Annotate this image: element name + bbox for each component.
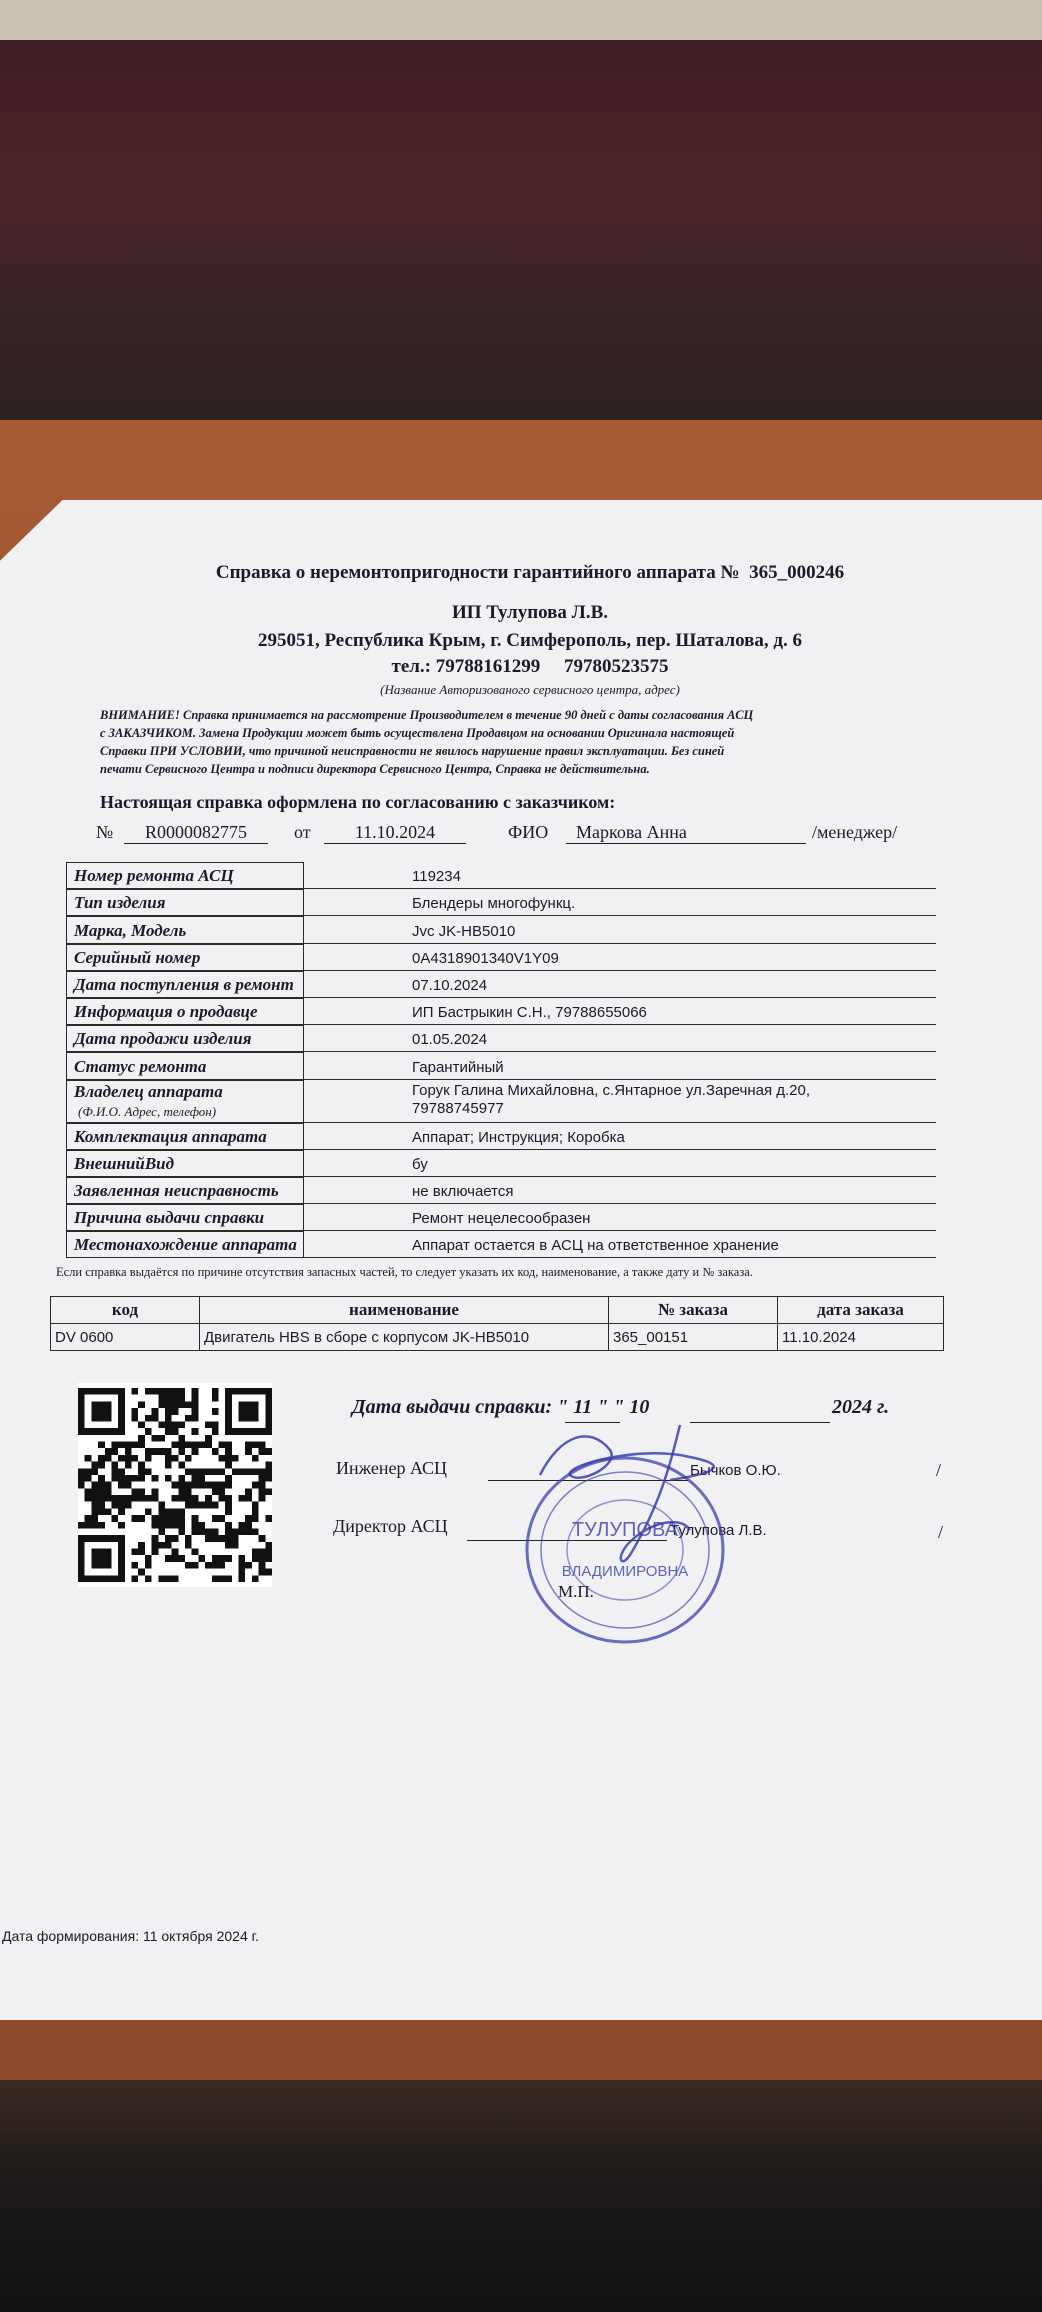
field-value: 119234	[412, 868, 461, 886]
field-label: Марка, Модель	[74, 920, 187, 940]
document-title	[100, 562, 960, 584]
field-value: 07.10.2024	[412, 976, 488, 994]
stamp-text-1: ТУЛУПОВА	[571, 1519, 679, 1541]
field-sublabel: (Ф.И.О. Адрес, телефон)	[78, 1103, 217, 1119]
engineer-slash: /	[936, 1460, 942, 1480]
field-label: Владелец аппарата	[74, 1081, 223, 1101]
tel-label: тел.:	[391, 656, 431, 677]
ref-no-label: №	[96, 822, 114, 842]
qr-code	[78, 1383, 272, 1587]
signature-engineer	[520, 1405, 760, 1595]
fio-role: /менеджер/	[812, 822, 898, 842]
field-value: Аппарат остается в АСЦ на ответственное хранение	[412, 1237, 779, 1255]
field-label: Информация о продавце	[74, 1002, 258, 1022]
field-value: Блендеры многофункц.	[412, 895, 576, 913]
ref-date: 11.10.2024	[324, 822, 466, 844]
reference-line	[96, 822, 926, 852]
director-slash: /	[938, 1522, 944, 1542]
table-cell: 11.10.2024	[778, 1324, 944, 1351]
field-row	[66, 944, 936, 971]
warning-block	[100, 706, 900, 778]
issue-date-label: Дата выдачи справки:	[352, 1396, 553, 1418]
field-row-owner	[66, 1080, 936, 1123]
col-header: наименование	[200, 1297, 609, 1324]
field-value: 0A4318901340V1Y09	[412, 949, 559, 967]
org-name: ИП Тулупова Л.В.	[451, 602, 609, 623]
fio-value: Маркова Анна	[566, 822, 806, 844]
ref-no: R0000082775	[124, 822, 268, 844]
warning-line: с ЗАКАЗЧИКОМ. Замена Продукции может быть осуществлена Продавцом на основании Оригинала настоящей	[100, 726, 735, 740]
tel-2: 79780523575	[564, 656, 669, 677]
fields-table	[66, 862, 936, 1258]
issue-month: " 10	[613, 1396, 650, 1418]
field-value: бу	[412, 1155, 428, 1173]
field-label: Комплектация аппарата	[74, 1126, 267, 1146]
table-cell: Двигатель HBS в сборе с корпусом JK-HB5010	[200, 1324, 609, 1351]
field-value-owner	[412, 1082, 810, 1118]
field-row	[66, 889, 936, 916]
stamp-text-2: ВЛАДИМИРОВНА	[561, 1563, 689, 1580]
field-row	[66, 862, 936, 889]
field-row	[66, 971, 936, 998]
issue-year	[832, 1396, 889, 1419]
date-formed: Дата формирования: 11 октября 2024 г.	[2, 1928, 259, 1944]
field-value: Гарантийный	[412, 1058, 504, 1076]
field-label: Дата продажи изделия	[74, 1029, 252, 1049]
owner-line-1: Горук Галина Михайловна, с.Янтарное ул.Заречная д.20,	[412, 1081, 811, 1099]
footnote: Если справка выдаётся по причине отсутствия запасных частей, то следует указать их код, наименование, а также дату и № заказа.	[56, 1265, 753, 1279]
parts-table	[50, 1296, 944, 1351]
field-value: Аппарат; Инструкция; Коробка	[412, 1128, 625, 1146]
director-label: Директор АСЦ	[333, 1516, 448, 1536]
field-row	[66, 1025, 936, 1052]
org-phones	[100, 656, 960, 678]
field-row	[66, 1177, 936, 1204]
field-label: Местонахождение аппарата	[74, 1235, 297, 1255]
title-text: Справка о неремонтопригодности гарантийного аппарата №	[215, 562, 740, 583]
qr-code-image	[78, 1383, 272, 1587]
parts-header-row	[51, 1297, 944, 1324]
warning-line: ВНИМАНИЕ! Справка принимается на рассмотрение Производителем в течение 90 дней с даты согласования АСЦ	[100, 708, 754, 722]
field-row	[66, 1150, 936, 1177]
mp-label: М.П.	[558, 1582, 594, 1601]
field-label: Заявленная неисправность	[74, 1181, 279, 1201]
col-header: № заказа	[609, 1297, 778, 1324]
field-value: не включается	[412, 1183, 514, 1201]
table-cell: 365_00151	[609, 1324, 778, 1351]
engineer-label: Инженер АСЦ	[336, 1458, 448, 1478]
col-header: дата заказа	[778, 1297, 944, 1324]
field-value: Jvc JK-HB5010	[412, 922, 516, 940]
field-row	[66, 1052, 936, 1079]
table-cell: DV 0600	[51, 1324, 200, 1351]
field-label: Причина выдачи справки	[74, 1208, 265, 1228]
document-number: 365_000246	[749, 562, 845, 583]
owner-line-2: 79788745977	[412, 1099, 504, 1117]
agreement-text: Настоящая справка оформлена по согласованию с заказчиком:	[100, 792, 616, 812]
ref-from-label: от	[294, 822, 311, 842]
field-label: Статус ремонта	[74, 1056, 207, 1076]
issue-day: " 11 "	[557, 1396, 609, 1418]
field-row	[66, 998, 936, 1025]
col-header: код	[51, 1297, 200, 1324]
field-row	[66, 1231, 936, 1258]
field-label: Дата поступления в ремонт	[74, 974, 294, 994]
engineer-name: Бычков О.Ю.	[690, 1462, 781, 1479]
field-row	[66, 1123, 936, 1150]
table-row	[51, 1324, 944, 1351]
field-value: 01.05.2024	[412, 1031, 488, 1049]
fio-label: ФИО	[508, 822, 549, 842]
warning-line: печати Сервисного Центра и подписи директора Сервисного Центра, Справка не действительна.	[100, 762, 650, 776]
field-row	[66, 916, 936, 943]
tel-1: 79788161299	[435, 656, 541, 677]
field-label: ВнешнийВид	[74, 1153, 175, 1173]
field-label: Тип изделия	[74, 893, 166, 913]
field-label: Номер ремонта АСЦ	[74, 866, 234, 886]
field-row	[66, 1204, 936, 1231]
field-label: Серийный номер	[74, 947, 201, 967]
warning-line: Справки ПРИ УСЛОВИИ, что причиной неисправности не явилось нарушение правил эксплуатации. Без синей	[100, 744, 725, 758]
issue-year-suffix: г.	[877, 1396, 890, 1418]
issue-year-value: 2024	[832, 1396, 872, 1418]
org-note: (Название Авторизованого сервисного центра, адрес)	[380, 682, 680, 697]
director-name: Тулупова Л.В.	[670, 1522, 767, 1539]
field-value: Ремонт нецелесообразен	[412, 1210, 591, 1228]
field-value: ИП Бастрыкин С.Н., 79788655066	[412, 1004, 647, 1022]
org-address: 295051, Республика Крым, г. Симферополь, пер. Шаталова, д. 6	[257, 630, 803, 651]
